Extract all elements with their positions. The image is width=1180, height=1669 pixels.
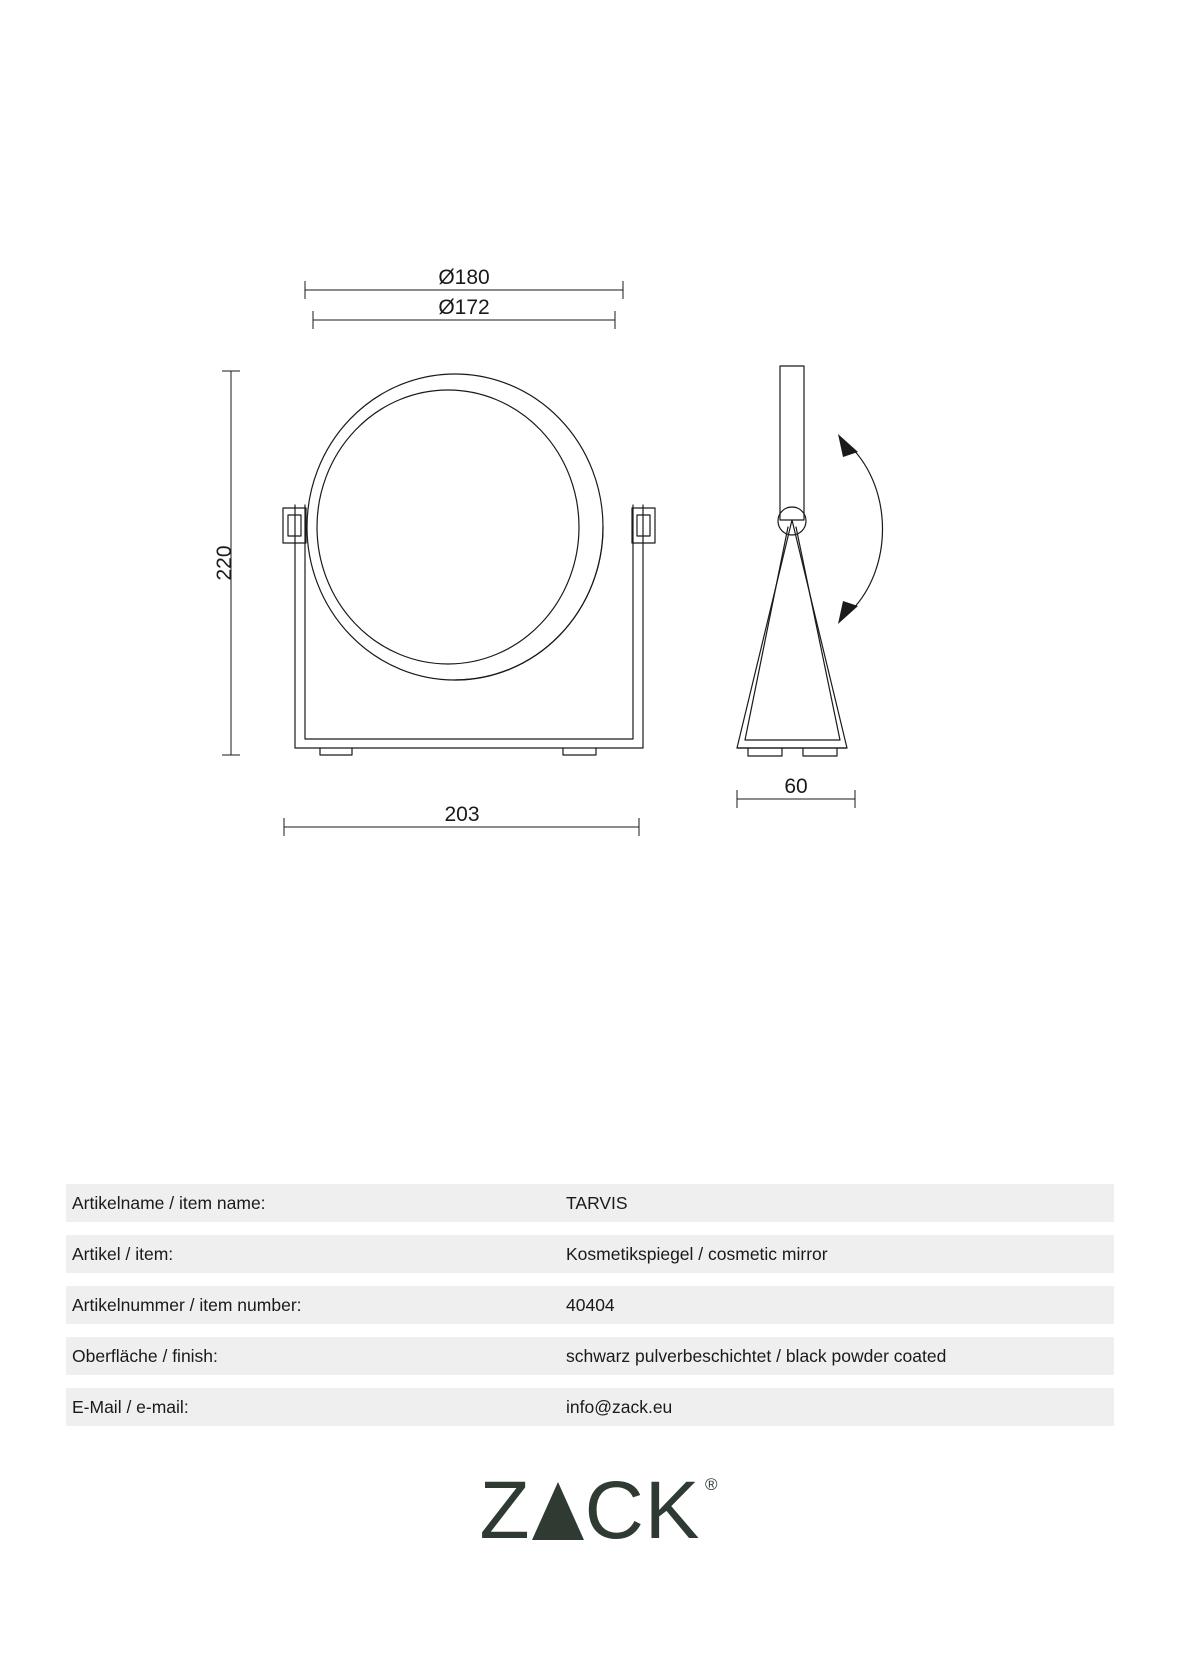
- side-view-cosmetic-mirror: [737, 366, 847, 756]
- dimension-height: 220: [213, 545, 236, 581]
- table-row: [66, 1286, 1114, 1324]
- dimension-width: 203: [444, 803, 480, 826]
- brand-logo: [0, 1465, 1180, 1556]
- spec-label: Artikelnummer / item number:: [72, 1294, 302, 1315]
- registered-trademark-icon: ®: [704, 1475, 719, 1494]
- logo-wordmark: [479, 1465, 719, 1556]
- table-row: [66, 1235, 1114, 1273]
- logo-triangle-icon: [532, 1482, 584, 1540]
- tilt-arrow-heads: [838, 434, 858, 624]
- dimension-depth: 60: [784, 775, 808, 798]
- dimension-lines: [222, 281, 855, 836]
- front-view-cosmetic-mirror: [283, 374, 655, 755]
- spec-value: TARVIS: [566, 1192, 628, 1213]
- spec-value: 40404: [566, 1294, 615, 1315]
- spec-label: Oberfläche / finish:: [72, 1345, 218, 1366]
- table-row: [66, 1337, 1114, 1375]
- spec-value: Kosmetikspiegel / cosmetic mirror: [566, 1243, 828, 1264]
- spec-label: Artikel / item:: [72, 1243, 174, 1264]
- spec-value: schwarz pulverbeschichtet / black powder coated: [566, 1345, 947, 1366]
- spec-table: [66, 1184, 1114, 1439]
- logo-text-before: Z: [479, 1465, 531, 1556]
- dimension-diameter-inner: Ø172: [438, 296, 490, 319]
- tilt-rotation-arrow: [851, 447, 883, 611]
- spec-label: E-Mail / e-mail:: [72, 1396, 189, 1417]
- spec-value: info@zack.eu: [566, 1396, 673, 1417]
- table-row: [66, 1184, 1114, 1222]
- table-row: [66, 1388, 1114, 1426]
- spec-label: Artikelname / item name:: [72, 1192, 266, 1213]
- logo-text-after: CK: [584, 1465, 701, 1556]
- dimension-diameter-outer: Ø180: [438, 266, 490, 289]
